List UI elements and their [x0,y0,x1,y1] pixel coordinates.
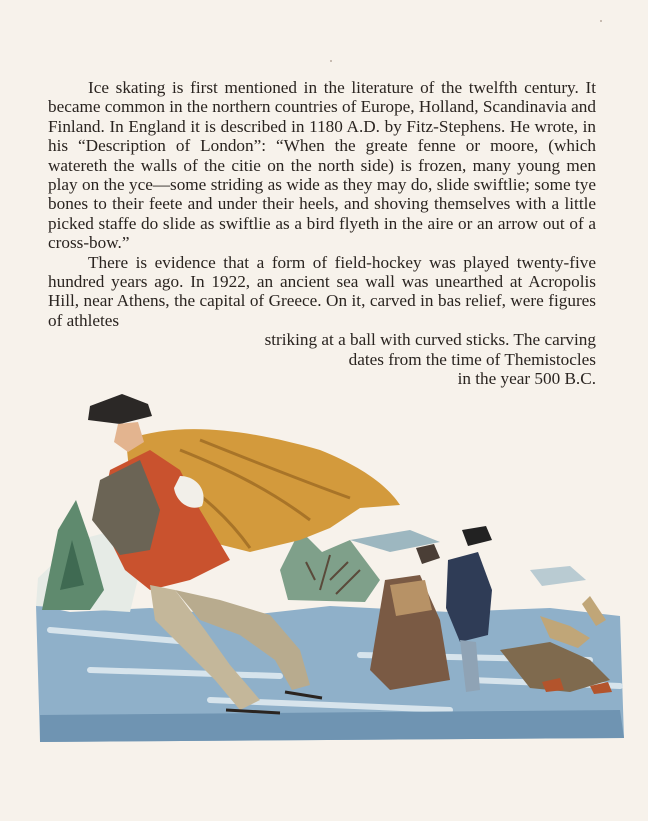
gentleman-skater-hat [462,526,492,546]
lady-skater-shawl [390,580,432,616]
paragraph-field-hockey: There is evidence that a form of field-hockey was played twenty-five hundred years ago. In 1922, an ancient sea wall was unearthed at Acropolis Hill, near Athens, the capital of Greece. On it, carved in bas relief, were figures of athletes [48,252,596,330]
distant-snow-patch-right [530,566,586,586]
ice-shadow [40,710,624,742]
paper-speck [330,60,332,62]
paragraph-field-hockey-line-2: striking at a ball with curved sticks. The carving [264,330,596,350]
skaters-illustration [30,380,630,760]
paragraph-field-hockey-line-3: dates from the time of Themistocles [348,349,596,369]
paragraph-field-hockey-line-4: in the year 500 B.C. [457,369,596,389]
article-text [48,78,596,389]
paragraph-ice-skating: Ice skating is first mentioned in the literature of the twelfth century. It became common in the northern countries of Europe, Holland, Scandinavia and Finland. In England it is described in 1180 A.D. by Fitz-Stephens. He wrote, in his “Description of London”: “When the greate fenne or moore, (which watereth the walls of the citie on the north side) is frozen, many young men play on the yce—some striding as wide as they may do, slide swiftlie; some tye bones to their feete and under their heels, and shoving themselves with a little picked staffe do slide as swiftlie as a bird flyeth in the aire or an arrow out of a cross-bow.” [48,78,596,253]
lady-skater-hat [416,544,440,564]
main-skater-hat [88,394,152,424]
paper-speck [600,20,602,22]
